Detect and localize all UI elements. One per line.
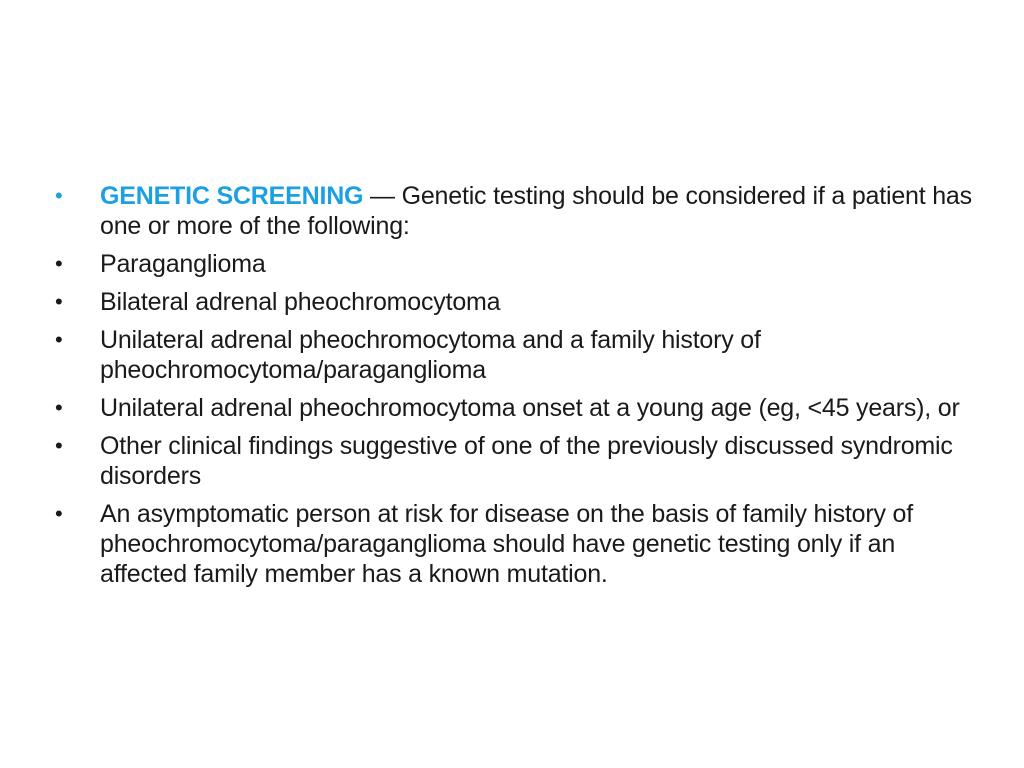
bullet-icon: • [55,289,63,314]
bullet-icon: • [55,433,63,458]
heading-text: — Genetic testing should be considered if a patient has one or more of the following: [100,182,972,240]
list-item [55,249,975,279]
list-item [55,393,975,423]
bullet-icon: • [55,251,63,276]
list-item [55,287,975,317]
list-item-genetic-screening [55,181,975,241]
list-item [55,325,975,385]
bullet-icon: • [55,183,63,208]
list-item-text: Unilateral adrenal pheochromocytoma and a family history of pheochromocytoma/paraganglioma [100,326,761,384]
list-item-text: Bilateral adrenal pheochromocytoma [100,288,501,316]
heading-term: GENETIC SCREENING [100,182,364,210]
bullet-list [55,181,975,597]
list-item [55,431,975,491]
list-item-text: An asymptomatic person at risk for disease on the basis of family history of pheochromocytoma/paraganglioma should have genetic testing only if an affected family member has a known mutation. [100,500,913,588]
bullet-icon: • [55,395,63,420]
list-item [55,499,975,589]
list-item-text: Other clinical findings suggestive of one of the previously discussed syndromic disorders [100,432,953,490]
bullet-icon: • [55,327,63,352]
bullet-icon: • [55,501,63,526]
list-item-text: Unilateral adrenal pheochromocytoma onset at a young age (eg, <45 years), or [100,394,960,422]
list-item-text: Paraganglioma [100,250,266,278]
